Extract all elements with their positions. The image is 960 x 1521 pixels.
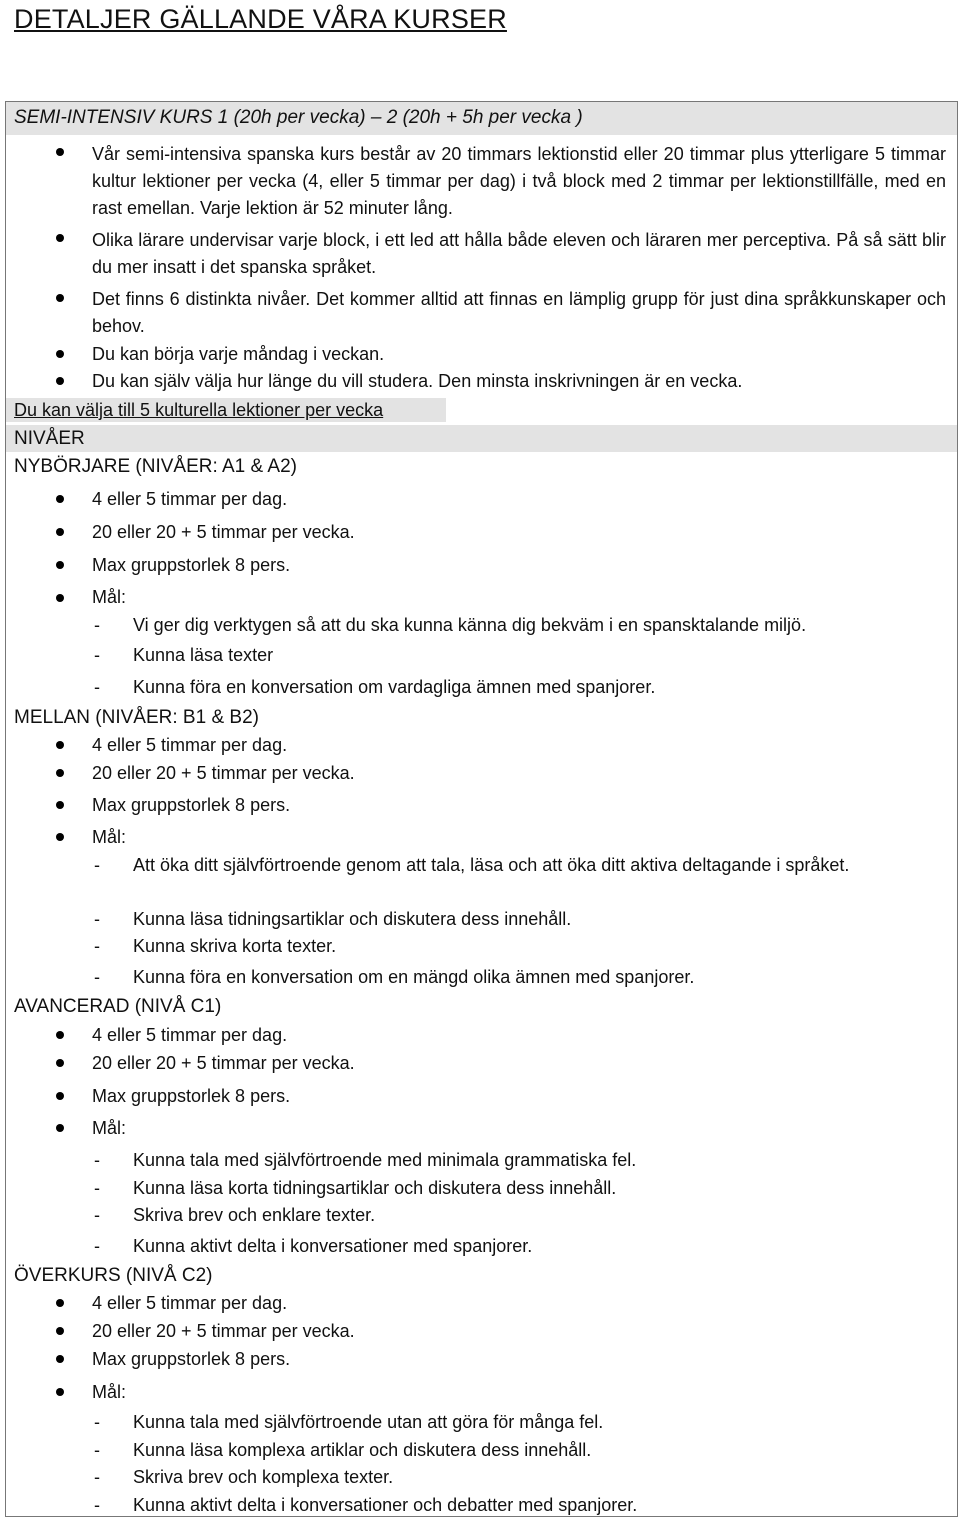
goal-text: Kunna läsa tidningsartiklar och diskutera dess innehåll. bbox=[133, 909, 572, 929]
level-bullet-text: 20 eller 20 + 5 timmar per vecka. bbox=[92, 763, 355, 783]
goal-text: Kunna aktivt delta i konversationer och debatter med spanjorer. bbox=[133, 1495, 638, 1515]
bullet-dot bbox=[56, 294, 64, 302]
goal-text: Skriva brev och enklare texter. bbox=[133, 1205, 376, 1225]
dash-marker: - bbox=[94, 909, 100, 929]
page-title: DETALJER GÄLLANDE VÅRA KURSER bbox=[14, 4, 507, 34]
level-bullet-text: Max gruppstorlek 8 pers. bbox=[92, 795, 291, 815]
level-heading: AVANCERAD (NIVÅ C1) bbox=[14, 996, 222, 1017]
dash-marker: - bbox=[94, 677, 100, 697]
goal-text: Kunna läsa komplexa artiklar och diskutera dess innehåll. bbox=[133, 1440, 592, 1460]
bullet-dot bbox=[56, 561, 64, 569]
goal-text: Vi ger dig verktygen så att du ska kunna känna dig bekväm i en spansktalande miljö. bbox=[133, 615, 807, 635]
bullet-dot bbox=[56, 801, 64, 809]
bullet-dot bbox=[56, 769, 64, 777]
goal-text: Kunna tala med självförtroende med minimala grammatiska fel. bbox=[133, 1150, 637, 1170]
level-bullet-text: Max gruppstorlek 8 pers. bbox=[92, 1349, 291, 1369]
level-heading: ÖVERKURS (NIVÅ C2) bbox=[14, 1265, 213, 1286]
bullet-dot bbox=[56, 495, 64, 503]
goal-text: Att öka ditt självförtroende genom att tala, läsa och att öka ditt aktiva deltagande i språket. bbox=[133, 855, 850, 875]
bullet-dot bbox=[56, 528, 64, 536]
bullet-dot bbox=[56, 741, 64, 749]
level-bullet-text: Mål: bbox=[92, 587, 127, 607]
dash-marker: - bbox=[94, 1495, 100, 1515]
bullet-dot bbox=[56, 1059, 64, 1067]
levels-heading: NIVÅER bbox=[14, 428, 85, 449]
bullet-dot bbox=[56, 833, 64, 841]
bullet-dot bbox=[56, 377, 64, 385]
dash-marker: - bbox=[94, 1412, 100, 1432]
bullet-dot bbox=[56, 1299, 64, 1307]
dash-marker: - bbox=[94, 1205, 100, 1225]
dash-marker: - bbox=[94, 1467, 100, 1487]
bullet-dot bbox=[56, 350, 64, 358]
intro-bullet-text: Olika lärare undervisar varje block, i ett led att hålla både eleven och läraren mer perceptiva. På så sätt blir du mer insatt i det spanska språket. bbox=[92, 230, 946, 277]
bullet-dot bbox=[56, 234, 64, 242]
bullet-dot bbox=[56, 1031, 64, 1039]
level-bullet-text: 20 eller 20 + 5 timmar per vecka. bbox=[92, 522, 355, 542]
bullet-dot bbox=[56, 148, 64, 156]
level-bullet-text: Max gruppstorlek 8 pers. bbox=[92, 555, 291, 575]
level-bullet-text: 20 eller 20 + 5 timmar per vecka. bbox=[92, 1053, 355, 1073]
level-bullet-text: 4 eller 5 timmar per dag. bbox=[92, 735, 288, 755]
level-bullet-text: Mål: bbox=[92, 1118, 127, 1138]
level-bullet-text: 4 eller 5 timmar per dag. bbox=[92, 489, 288, 509]
goal-text: Kunna läsa korta tidningsartiklar och diskutera dess innehåll. bbox=[133, 1178, 617, 1198]
level-heading: NYBÖRJARE (NIVÅER: A1 & A2) bbox=[14, 456, 297, 477]
intro-bullet-text: Du kan börja varje måndag i veckan. bbox=[92, 344, 385, 364]
goal-text: Skriva brev och komplexa texter. bbox=[133, 1467, 394, 1487]
bullet-dot bbox=[56, 1388, 64, 1396]
goal-text: Kunna skriva korta texter. bbox=[133, 936, 337, 956]
level-bullet-text: Mål: bbox=[92, 1382, 127, 1402]
level-heading: MELLAN (NIVÅER: B1 & B2) bbox=[14, 707, 259, 728]
bullet-dot bbox=[56, 594, 64, 602]
culture-note: Du kan välja till 5 kulturella lektioner per vecka bbox=[14, 400, 384, 420]
level-bullet-text: Max gruppstorlek 8 pers. bbox=[92, 1086, 291, 1106]
dash-marker: - bbox=[94, 855, 100, 875]
goal-text: Kunna föra en konversation om en mängd olika ämnen med spanjorer. bbox=[133, 967, 695, 987]
bullet-dot bbox=[56, 1124, 64, 1132]
bullet-dot bbox=[56, 1355, 64, 1363]
dash-marker: - bbox=[94, 1236, 100, 1256]
intro-bullet-text: Det finns 6 distinkta nivåer. Det kommer alltid att finnas en lämplig grupp för just dina språkkunskaper och behov. bbox=[92, 289, 946, 336]
level-bullet-text: 4 eller 5 timmar per dag. bbox=[92, 1025, 288, 1045]
dash-marker: - bbox=[94, 1178, 100, 1198]
intro-bullet-text: Vår semi-intensiva spanska kurs består av 20 timmars lektionstid eller 20 timmar plus ytterligare 5 timmar kultur lektioner per vecka (4, eller 5 timmar per dag) i två block med 2 timmar per lektionstillfälle, med en rast emellan. Varje lektion är 52 minuter lång. bbox=[92, 144, 946, 218]
levels-heading-band bbox=[6, 425, 957, 452]
dash-marker: - bbox=[94, 1440, 100, 1460]
bullet-dot bbox=[56, 1327, 64, 1335]
dash-marker: - bbox=[94, 967, 100, 987]
dash-marker: - bbox=[94, 645, 100, 665]
goal-text: Kunna läsa texter bbox=[133, 645, 274, 665]
level-bullet-text: 20 eller 20 + 5 timmar per vecka. bbox=[92, 1321, 355, 1341]
course-heading: SEMI-INTENSIV KURS 1 (20h per vecka) – 2 (20h + 5h per vecka ) bbox=[14, 107, 583, 128]
goal-text: Kunna föra en konversation om vardagliga ämnen med spanjorer. bbox=[133, 677, 656, 697]
level-bullet-text: 4 eller 5 timmar per dag. bbox=[92, 1293, 288, 1313]
dash-marker: - bbox=[94, 615, 100, 635]
goal-text: Kunna tala med självförtroende utan att göra för många fel. bbox=[133, 1412, 604, 1432]
goal-text: Kunna aktivt delta i konversationer med spanjorer. bbox=[133, 1236, 533, 1256]
level-bullet-text: Mål: bbox=[92, 827, 127, 847]
dash-marker: - bbox=[94, 1150, 100, 1170]
dash-marker: - bbox=[94, 936, 100, 956]
intro-bullet-text: Du kan själv välja hur länge du vill studera. Den minsta inskrivningen är en vecka. bbox=[92, 371, 743, 391]
bullet-dot bbox=[56, 1092, 64, 1100]
